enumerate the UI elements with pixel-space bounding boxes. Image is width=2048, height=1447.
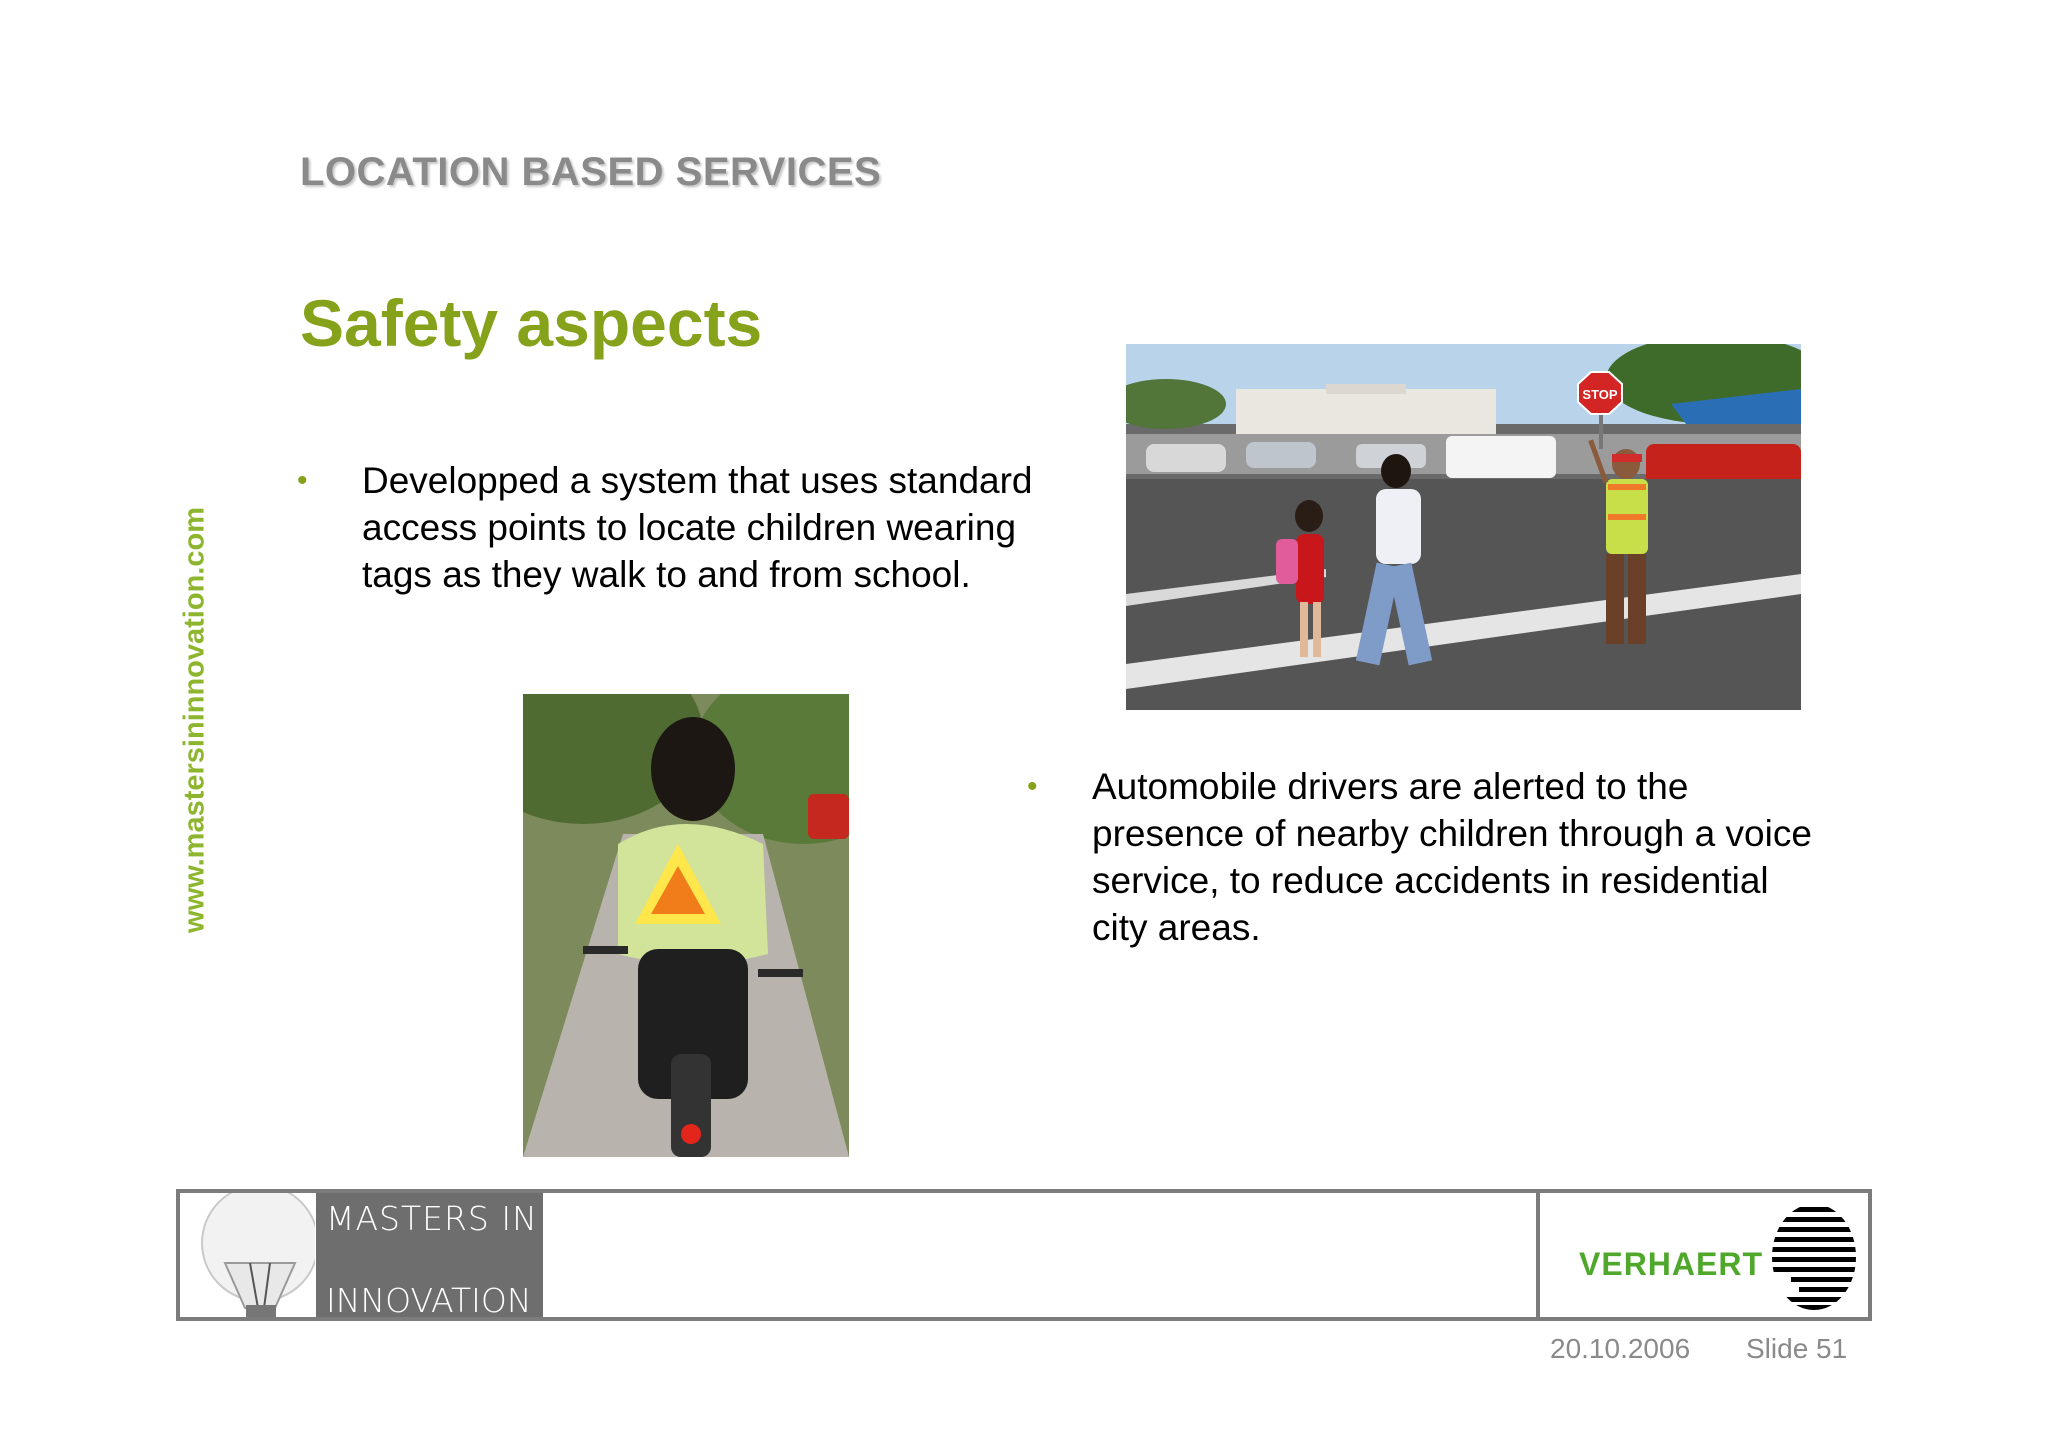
cyclist-photo (523, 694, 849, 1157)
lightbulb-icon (180, 1193, 315, 1317)
footer-banner (176, 1189, 1872, 1321)
bullet-text (1092, 763, 1812, 951)
bullet-line: Automobile drivers are alerted to the (1092, 766, 1689, 807)
footer-divider (1536, 1193, 1540, 1317)
bullet-line: service, to reduce accidents in residential (1092, 860, 1769, 901)
verhaert-logo-text: VERHAERT (1579, 1246, 1764, 1282)
verhaert-logo-icon (1771, 1203, 1857, 1311)
bullet-marker: • (1027, 770, 1038, 803)
bullet-line: city areas. (1092, 907, 1261, 948)
bullet-item (1027, 763, 1907, 963)
logo-line-2: INNOVATION (326, 1281, 532, 1320)
footer-date: 20.10.2006 (1550, 1333, 1691, 1364)
bullet-line: tags as they walk to and from school. (362, 554, 971, 595)
bullet-marker: • (297, 464, 308, 497)
stop-sign-text: STOP (1582, 387, 1618, 402)
crosswalk-photo (1126, 344, 1801, 710)
slide-number: Slide 51 (1746, 1333, 1848, 1364)
logo-line-1: MASTERS IN (326, 1199, 538, 1238)
bullet-line: presence of nearby children through a voice (1092, 813, 1812, 854)
bullet-line: access points to locate children wearing (362, 507, 1017, 548)
bullet-item (297, 457, 1097, 607)
bullet-line: Developped a system that uses standard (362, 460, 1033, 501)
website-url: www.mastersininnovation.com (178, 507, 211, 933)
slide-title: Safety aspects (300, 286, 763, 360)
section-title: LOCATION BASED SERVICES (300, 150, 882, 194)
masters-in-innovation-logo (316, 1193, 543, 1320)
bullet-text (362, 457, 1033, 598)
